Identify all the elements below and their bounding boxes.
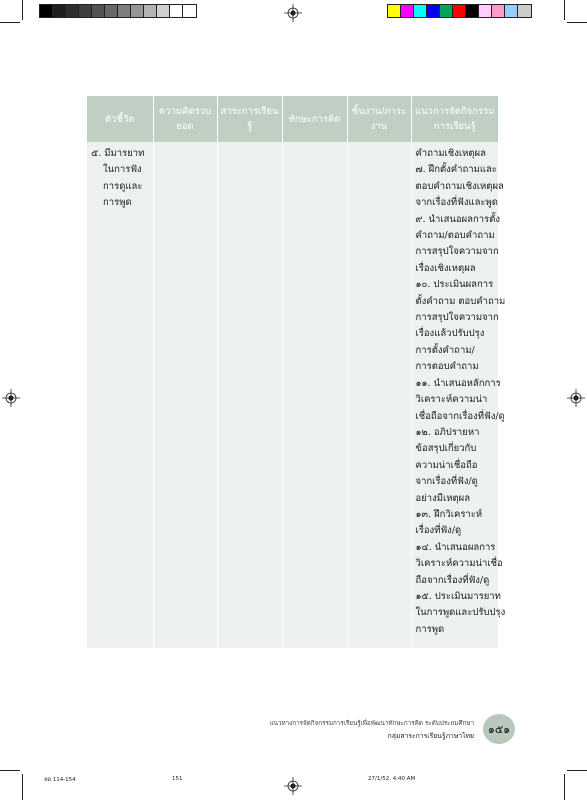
- crop-mark: [564, 0, 565, 20]
- activity-line: ๗. ฝึกตั้งคำถามและ: [415, 164, 497, 176]
- color-swatch: [466, 5, 479, 17]
- activity-line: ในการพูดและปรับปรุง: [415, 607, 506, 619]
- color-swatch: [492, 5, 505, 17]
- book-title: แนวทางการจัดกิจกรรมการเรียนรู้เพื่อพัฒนาทักษะการคิด ระดับประถมศึกษา: [269, 720, 474, 727]
- activity-line: ๑๓. ฝึกวิเคราะห์: [415, 508, 483, 520]
- crop-mark: [0, 770, 20, 771]
- header-activities: แนวการจัดกิจกรรมการเรียนรู้: [411, 96, 498, 142]
- crop-mark: [22, 0, 23, 20]
- cell-thinking-skill: [282, 142, 347, 648]
- activity-line: เรื่องแล้วปรับปรุง: [415, 328, 485, 340]
- color-calibration-bar: [387, 4, 532, 18]
- slug-timestamp: 27/1/52, 4:40 AM: [368, 776, 416, 782]
- gray-swatch: [53, 5, 66, 17]
- activity-line: ๙. นำเสนอผลการตั้ง: [415, 213, 500, 225]
- crop-mark: [22, 774, 23, 800]
- gray-calibration-bar: [39, 4, 197, 18]
- indicator-text: ๕. มีมารยาทในการฟัง การดูและการพูด: [91, 148, 145, 209]
- color-swatch: [427, 5, 440, 17]
- subject-group: กลุ่มสาระการเรียนรู้ภาษาไทย: [387, 732, 474, 740]
- crop-mark: [567, 22, 587, 23]
- color-swatch: [453, 5, 466, 17]
- activity-line: ๑๑. นำเสนอหลักการ: [415, 377, 501, 389]
- cell-indicator: [87, 142, 153, 648]
- table-row: [87, 142, 498, 648]
- activity-line: ถือจากเรื่องที่ฟัง/ดู: [415, 574, 490, 586]
- activity-line: ตอบคำถามเชิงเหตุผล: [415, 180, 504, 192]
- activity-line: คำถาม/ตอบคำถาม: [415, 230, 495, 242]
- crop-mark: [564, 774, 565, 800]
- page-number: ๑๕๑: [487, 723, 511, 736]
- gray-swatch: [105, 5, 118, 17]
- color-swatch: [414, 5, 427, 17]
- curriculum-table: [87, 96, 506, 648]
- activity-line: ๑๔. นำเสนอผลการ: [415, 541, 496, 553]
- slug-page: 151: [172, 776, 183, 782]
- activity-line: จากเรื่องที่ฟัง/ดู: [415, 476, 478, 488]
- gray-swatch: [79, 5, 92, 17]
- header-content: สาระการเรียนรู้: [217, 96, 282, 142]
- cell-activities: [411, 142, 506, 648]
- activity-line: วิเคราะห์ความน่า: [415, 394, 488, 406]
- activity-line: การสรุปใจความจาก: [415, 246, 499, 258]
- cell-concept: [153, 142, 217, 648]
- registration-mark-right: [567, 389, 585, 407]
- activity-line: วิเคราะห์ความน่าเชื่อ: [415, 558, 503, 570]
- activity-line: การตั้งคำถาม/: [415, 344, 475, 356]
- activity-line: จากเรื่องที่ฟังและพูด: [415, 197, 498, 209]
- activity-line: คำถามเชิงเหตุผล: [415, 148, 486, 159]
- gray-swatch: [131, 5, 144, 17]
- registration-mark-bottom: [284, 777, 302, 795]
- registration-mark-left: [2, 389, 20, 407]
- color-swatch: [479, 5, 492, 17]
- gray-swatch: [40, 5, 53, 17]
- crop-mark: [0, 22, 20, 23]
- slug-file: ลด 114-154: [44, 777, 76, 783]
- activity-line: ตั้งคำถาม ตอบคำถาม: [415, 295, 506, 307]
- activity-line: ความน่าเชื่อถือ: [415, 459, 478, 471]
- activity-line: การพูด: [415, 623, 445, 635]
- activity-line: ๑๐. ประเมินผลการ: [415, 279, 494, 291]
- activity-line: เรื่องที่ฟัง/ดู: [415, 525, 462, 537]
- registration-mark-top: [284, 4, 302, 22]
- header-task: ชิ้นงาน/ภาระงาน: [347, 96, 411, 142]
- color-swatch: [401, 5, 414, 17]
- activity-line: ๑๒. อภิปรายหา: [415, 426, 480, 438]
- gray-swatch: [92, 5, 105, 17]
- table-header-row: [87, 96, 498, 142]
- color-swatch: [518, 5, 531, 17]
- gray-swatch: [157, 5, 170, 17]
- gray-swatch: [144, 5, 157, 17]
- cell-content: [217, 142, 282, 648]
- activity-line: เชื่อถือจากเรื่องที่ฟัง/ดู: [415, 410, 505, 422]
- activity-line: การตอบคำถาม: [415, 361, 479, 373]
- activity-line: การสรุปใจความจาก: [415, 312, 499, 324]
- activity-line: เรื่องเชิงเหตุผล: [415, 262, 476, 274]
- cell-task: [347, 142, 411, 648]
- color-swatch: [440, 5, 453, 17]
- color-swatch: [388, 5, 401, 17]
- color-swatch: [505, 5, 518, 17]
- page-number-badge: [483, 714, 515, 744]
- header-concept: ความคิดรวบยอด: [153, 96, 217, 142]
- activity-line: อย่างมีเหตุผล: [415, 492, 471, 504]
- header-indicator: ตัวชี้วัด: [87, 96, 153, 142]
- crop-mark: [567, 770, 587, 771]
- gray-swatch: [170, 5, 183, 17]
- gray-swatch: [183, 5, 196, 17]
- activity-line: ข้อสรุปเกี่ยวกับ: [415, 443, 477, 455]
- header-thinking-skill: ทักษะการคิด: [282, 96, 347, 142]
- activity-line: ๑๕. ประเมินมารยาท: [415, 590, 501, 602]
- gray-swatch: [118, 5, 131, 17]
- gray-swatch: [66, 5, 79, 17]
